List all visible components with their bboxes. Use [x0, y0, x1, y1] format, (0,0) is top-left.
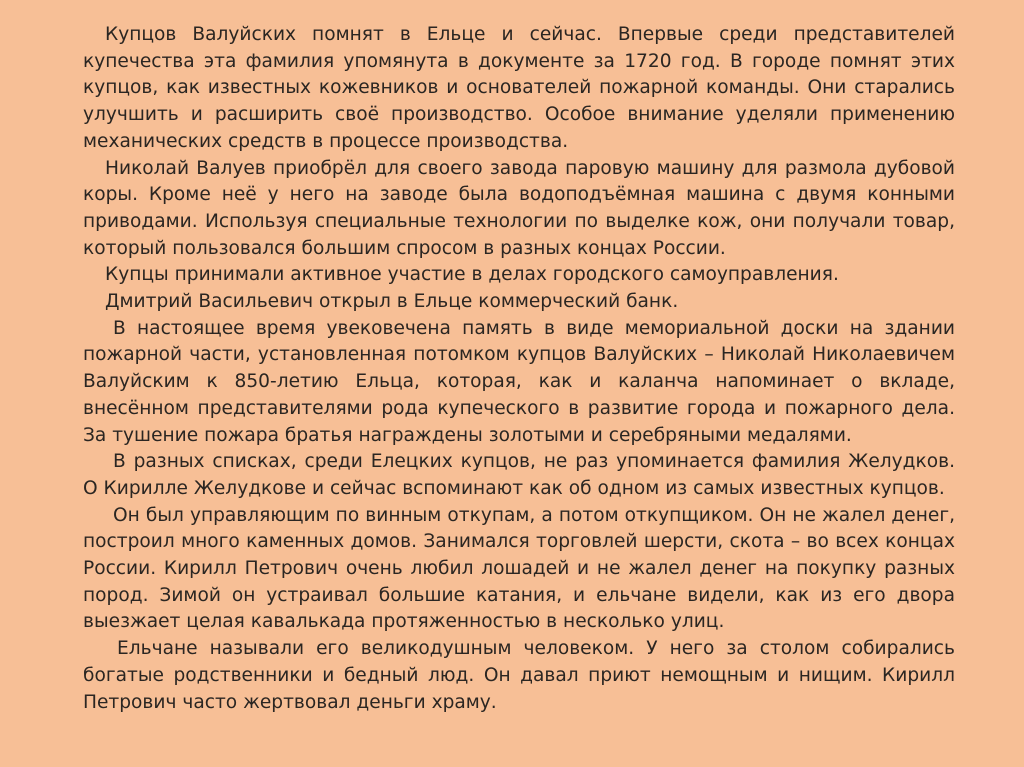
text-body [83, 22, 955, 716]
paragraph: Купцы принимали активное участие в делах городского самоуправления. [105, 264, 839, 286]
paragraph: Купцов Валуйских помнят в Ельце и сейчас. Впервые среди представителей купечества эта фамилия упомянута в документе за 1720 год. В городе помнят этих купцов, как известных кожевников и основателей пожарной команды. Они старались улучшить и расширить своё производство. Особое внимание уделяли применению механических средств в процессе производства. [83, 24, 955, 152]
paragraph: Дмитрий Васильевич открыл в Ельце коммерческий банк. [105, 291, 679, 313]
paragraph: Он был управляющим по винным откупам, а потом откупщиком. Он не жалел денег, построил много каменных домов. Занимался торговлей шерсти, скота – во всех концах России. Кирилл Петрович очень любил лошадей и не жалел денег на покупку разных пород. Зимой он устраивал большие катания, и ельчане видели, как из его двора выезжает целая кавалькада протяженностью в несколько улиц. [83, 504, 955, 633]
paragraph: В настоящее время увековечена память в виде мемориальной доски на здании пожарной части, установленная потомком купцов Валуйских – Николай Николаевичем Валуйским к 850-летию Ельца, которая, как и каланча напоминает о вкладе, внесённом представителями рода купеческого в развитие города и пожарного дела. За тушение пожара братья награждены золотыми и серебряными медалями. [83, 317, 955, 446]
paragraph: В разных списках, среди Елецких купцов, не раз упоминается фамилия Желудков. О Кирилле Желудкове и сейчас вспоминают как об одном из самых известных купцов. [83, 451, 955, 499]
paragraph: Ельчане называли его великодушным человеком. У него за столом собирались богатые родственники и бедный люд. Он давал приют немощным и нищим. Кирилл Петрович часто жертвовал деньги храму. [83, 638, 955, 713]
paragraph: Николай Валуев приобрёл для своего завода паровую машину для размола дубовой коры. Кроме неё у него на заводе была водоподъёмная машина с двумя конными приводами. Используя специальные технологии по выделке кож, они получали товар, который пользовался большим спросом в разных концах России. [83, 157, 955, 259]
